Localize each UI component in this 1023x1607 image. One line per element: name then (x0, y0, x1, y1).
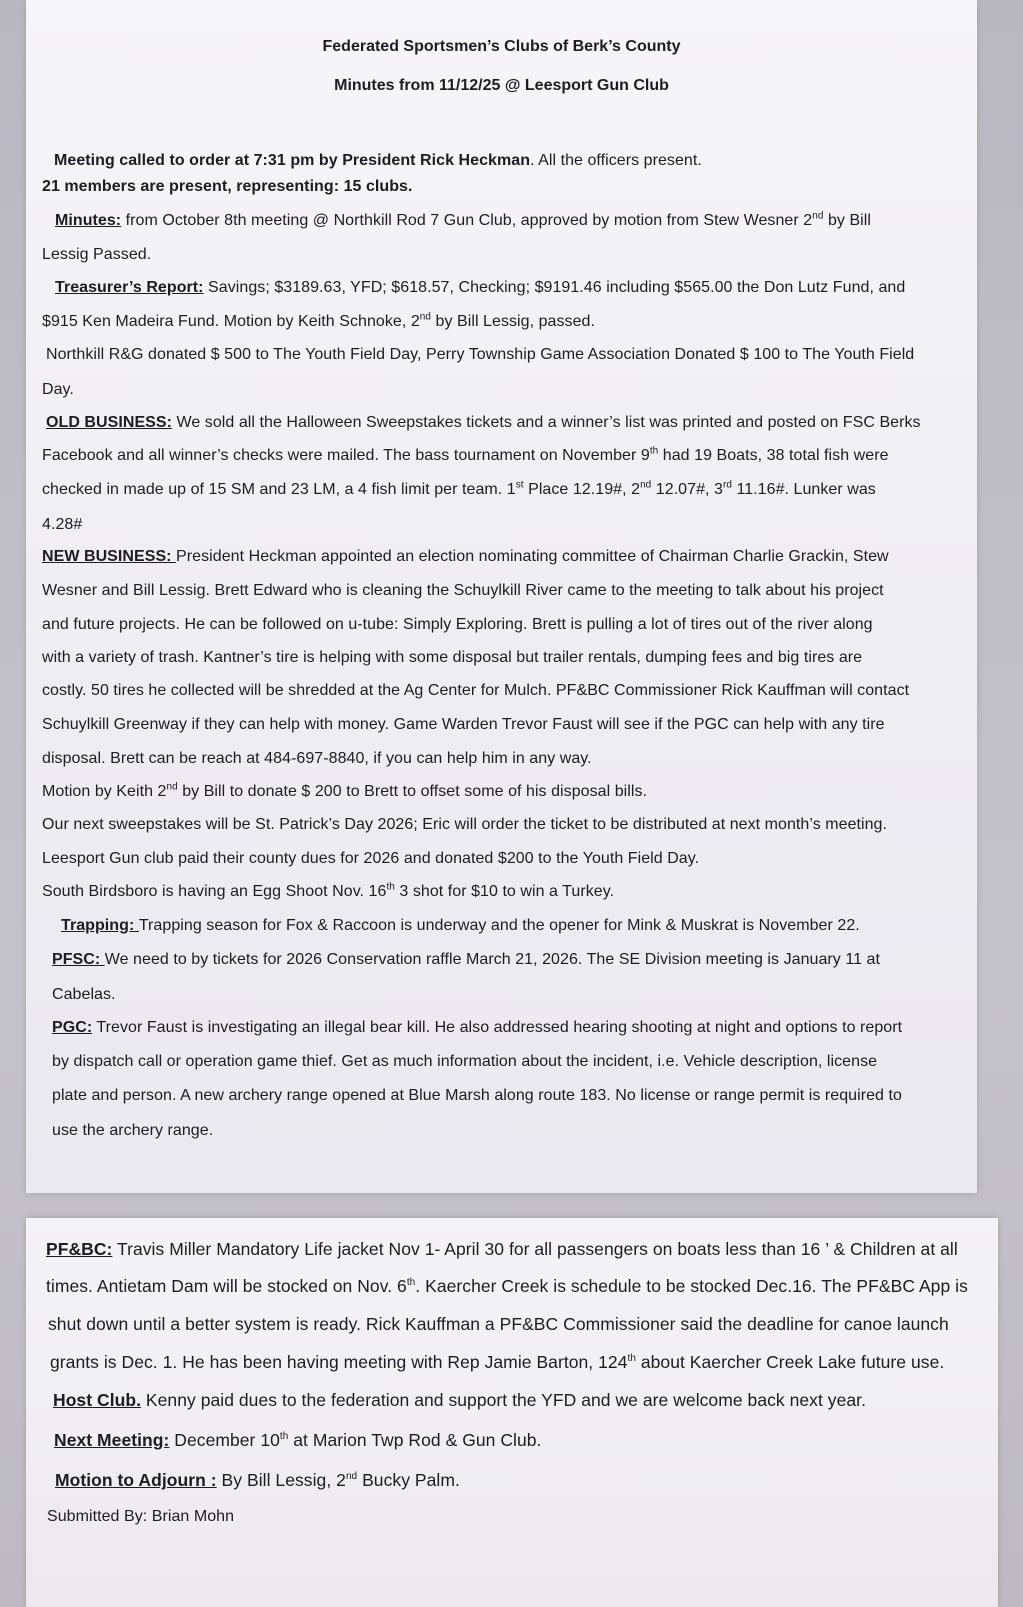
adjourn-text-b: Bucky Palm. (357, 1470, 460, 1490)
minutes-label: Minutes: (55, 212, 122, 229)
new-business-sup-8: nd (166, 781, 178, 793)
new-business-label: NEW BUSINESS: (42, 548, 177, 565)
next-meeting-line (54, 1430, 541, 1451)
new-business-text-8a: Motion by Keith 2 (42, 783, 167, 800)
pgc-line-4: use the archery range. (52, 1122, 214, 1139)
treasurer-sup: nd (419, 311, 432, 323)
pfbc-label: PF&BC: (46, 1239, 113, 1259)
new-business-sup-11: th (386, 881, 395, 893)
document-subtitle: Minutes from 11/12/25 @ Leesport Gun Club (334, 77, 669, 94)
minutes-page-2 (26, 1218, 998, 1607)
new-business-line-10: Leesport Gun club paid their county dues for 2026 and donated $200 to the Youth Field Day. (42, 850, 700, 867)
pgc-line-1 (52, 1019, 902, 1037)
pfbc-line-1 (46, 1239, 958, 1260)
adjourn-sup: nd (345, 1471, 358, 1483)
next-meeting-sup: th (279, 1431, 289, 1443)
pgc-text: Trevor Faust is investigating an illegal bear kill. He also addressed hearing shooting at night and options to report (92, 1019, 903, 1036)
treasurer-text-2b: by Bill Lessig, passed. (431, 313, 595, 330)
old-business-text-2b: had 19 Boats, 38 total fish were (658, 447, 889, 464)
minutes-text-end: by Bill (823, 212, 871, 229)
treasurer-line-1 (55, 279, 905, 297)
minutes-page-1 (26, 0, 977, 1193)
adjourn-label: Motion to Adjourn : (55, 1470, 217, 1490)
pfbc-text-4a: grants is Dec. 1. He has been having meeting with Rep Jamie Barton, 124 (50, 1352, 628, 1372)
minutes-sup: nd (812, 210, 824, 222)
new-business-line-8 (42, 783, 647, 801)
opening-line-1 (54, 152, 702, 170)
old-business-label: OLD BUSINESS: (46, 414, 172, 431)
new-business-line-3: and future projects. He can be followed on u-tube: Simply Exploring. Brett is pulling a lot of tires out of the river along (42, 616, 873, 633)
new-business-line-5: costly. 50 tires he collected will be shredded at the Ag Center for Mulch. PF&BC Commissioner Rick Kauffman will contact (42, 682, 910, 699)
treasurer-text-2a: $915 Ken Madeira Fund. Motion by Keith Schnoke, 2 (42, 313, 420, 330)
pgc-label: PGC: (52, 1019, 93, 1036)
pfsc-label: PFSC: (52, 951, 105, 968)
old-business-sup-1: st (515, 479, 524, 491)
minutes-line-2: Lessig Passed. (42, 246, 152, 263)
opening-line-2: 21 members are present, representing: 15 clubs. (42, 178, 413, 195)
pfbc-text: Travis Miller Mandatory Life jacket Nov 1- April 30 for all passengers on boats less than 16 ’ & Children at all (112, 1239, 958, 1259)
new-business-line-1 (42, 548, 889, 566)
old-business-text-2a: Facebook and all winner’s checks were mailed. The bass tournament on November 9 (42, 447, 650, 464)
treasurer-line-3: Northkill R&G donated $ 500 to The Youth Field Day, Perry Township Game Association Donated $ 100 to The Youth Field (46, 346, 915, 363)
opening-bold: Meeting called to order at 7:31 pm by President Rick Heckman (54, 152, 531, 169)
pfsc-line-1 (52, 951, 880, 969)
old-business-text-3b: Place 12.19#, 2 (523, 481, 641, 498)
trapping-text: Trapping season for Fox & Raccoon is underway and the opener for Mink & Muskrat is November 22. (138, 917, 860, 934)
treasurer-label: Treasurer’s Report: (55, 279, 204, 296)
old-business-line-2 (42, 447, 889, 465)
submitted-by: Submitted By: Brian Mohn (47, 1508, 235, 1525)
new-business-text-11b: 3 shot for $10 to win a Turkey. (394, 883, 615, 900)
pfbc-sup-2: th (406, 1277, 416, 1289)
pfbc-text-2b: . Kaercher Creek is schedule to be stocked Dec.16. The PF&BC App is (415, 1276, 968, 1296)
pgc-line-2: by dispatch call or operation game thief. Get as much information about the incident, i.e. Vehicle description, license (52, 1053, 878, 1070)
adjourn-line (55, 1470, 460, 1491)
host-club-text: Kenny paid dues to the federation and support the YFD and we are welcome back next year. (141, 1390, 866, 1410)
treasurer-line-4: Day. (42, 381, 74, 398)
pfbc-line-2 (46, 1276, 968, 1297)
pfbc-line-4 (50, 1352, 944, 1373)
opening-rest: . All the officers present. (530, 152, 702, 169)
old-business-text-3d: 11.16#. Lunker was (731, 481, 876, 498)
new-business-line-6: Schuylkill Greenway if they can help with money. Game Warden Trevor Faust will see if the PGC can help with any tire (42, 716, 885, 733)
treasurer-line-2 (42, 313, 595, 331)
old-business-text-3c: 12.07#, 3 (651, 481, 723, 498)
old-business-sup-2: nd (640, 479, 652, 491)
new-business-line-4: with a variety of trash. Kantner’s tire is helping with some disposal but trailer rentals, dumping fees and big tires are (42, 649, 863, 666)
new-business-text-8b: by Bill to donate $ 200 to Brett to offset some of his disposal bills. (177, 783, 648, 800)
old-business-sup: th (649, 445, 659, 457)
pfbc-text-4b: about Kaercher Creek Lake future use. (635, 1352, 945, 1372)
new-business-text: President Heckman appointed an election nominating committee of Chairman Charlie Grackin, Stew (176, 548, 889, 565)
host-club-line (53, 1390, 866, 1411)
new-business-line-2: Wesner and Bill Lessig. Brett Edward who is cleaning the Schuylkill River came to the meeting to talk about his project (42, 582, 884, 599)
old-business-line-4: 4.28# (42, 516, 83, 533)
trapping-label: Trapping: (61, 917, 139, 934)
old-business-text-3a: checked in made up of 15 SM and 23 LM, a 4 fish limit per team. 1 (42, 481, 516, 498)
old-business-line-3 (42, 481, 876, 499)
new-business-line-11 (42, 883, 614, 901)
pfbc-text-2a: times. Antietam Dam will be stocked on Nov. 6 (46, 1276, 407, 1296)
new-business-text-11a: South Birdsboro is having an Egg Shoot Nov. 16 (42, 883, 387, 900)
treasurer-text: Savings; $3189.63, YFD; $618.57, Checking; $9191.46 including $565.00 the Don Lutz Fund, and (203, 279, 906, 296)
next-meeting-text-a: December 10 (169, 1430, 280, 1450)
document-title: Federated Sportsmen’s Clubs of Berk’s County (322, 38, 681, 55)
pfbc-line-3: shut down until a better system is ready. Rick Kauffman a PF&BC Commissioner said the deadline for canoe launch (48, 1314, 949, 1334)
minutes-text: from October 8th meeting @ Northkill Rod 7 Gun Club, approved by motion from Stew Wesner 2 (121, 212, 813, 229)
trapping-line (61, 917, 860, 935)
host-club-label: Host Club. (53, 1390, 141, 1410)
next-meeting-label: Next Meeting: (54, 1430, 170, 1450)
pgc-line-3: plate and person. A new archery range opened at Blue Marsh along route 183. No license or range permit is required to (52, 1087, 902, 1104)
adjourn-text-a: By Bill Lessig, 2 (216, 1470, 346, 1490)
pfbc-sup-4: th (627, 1353, 636, 1365)
old-business-sup-3: rd (722, 479, 732, 491)
pfsc-line-2: Cabelas. (52, 986, 116, 1003)
old-business-text: We sold all the Halloween Sweepstakes tickets and a winner’s list was printed and posted on FSC Berks (172, 414, 921, 431)
minutes-line-1 (55, 212, 871, 230)
new-business-line-9: Our next sweepstakes will be St. Patrick’s Day 2026; Eric will order the ticket to be distributed at next month’s meeting. (42, 816, 888, 833)
new-business-line-7: disposal. Brett can be reach at 484-697-8840, if you can help him in any way. (42, 750, 592, 767)
old-business-line-1 (46, 414, 921, 432)
pfsc-text: We need to by tickets for 2026 Conservation raffle March 21, 2026. The SE Division meeting is January 11 at (104, 951, 880, 968)
next-meeting-text-b: at Marion Twp Rod & Gun Club. (288, 1430, 542, 1450)
